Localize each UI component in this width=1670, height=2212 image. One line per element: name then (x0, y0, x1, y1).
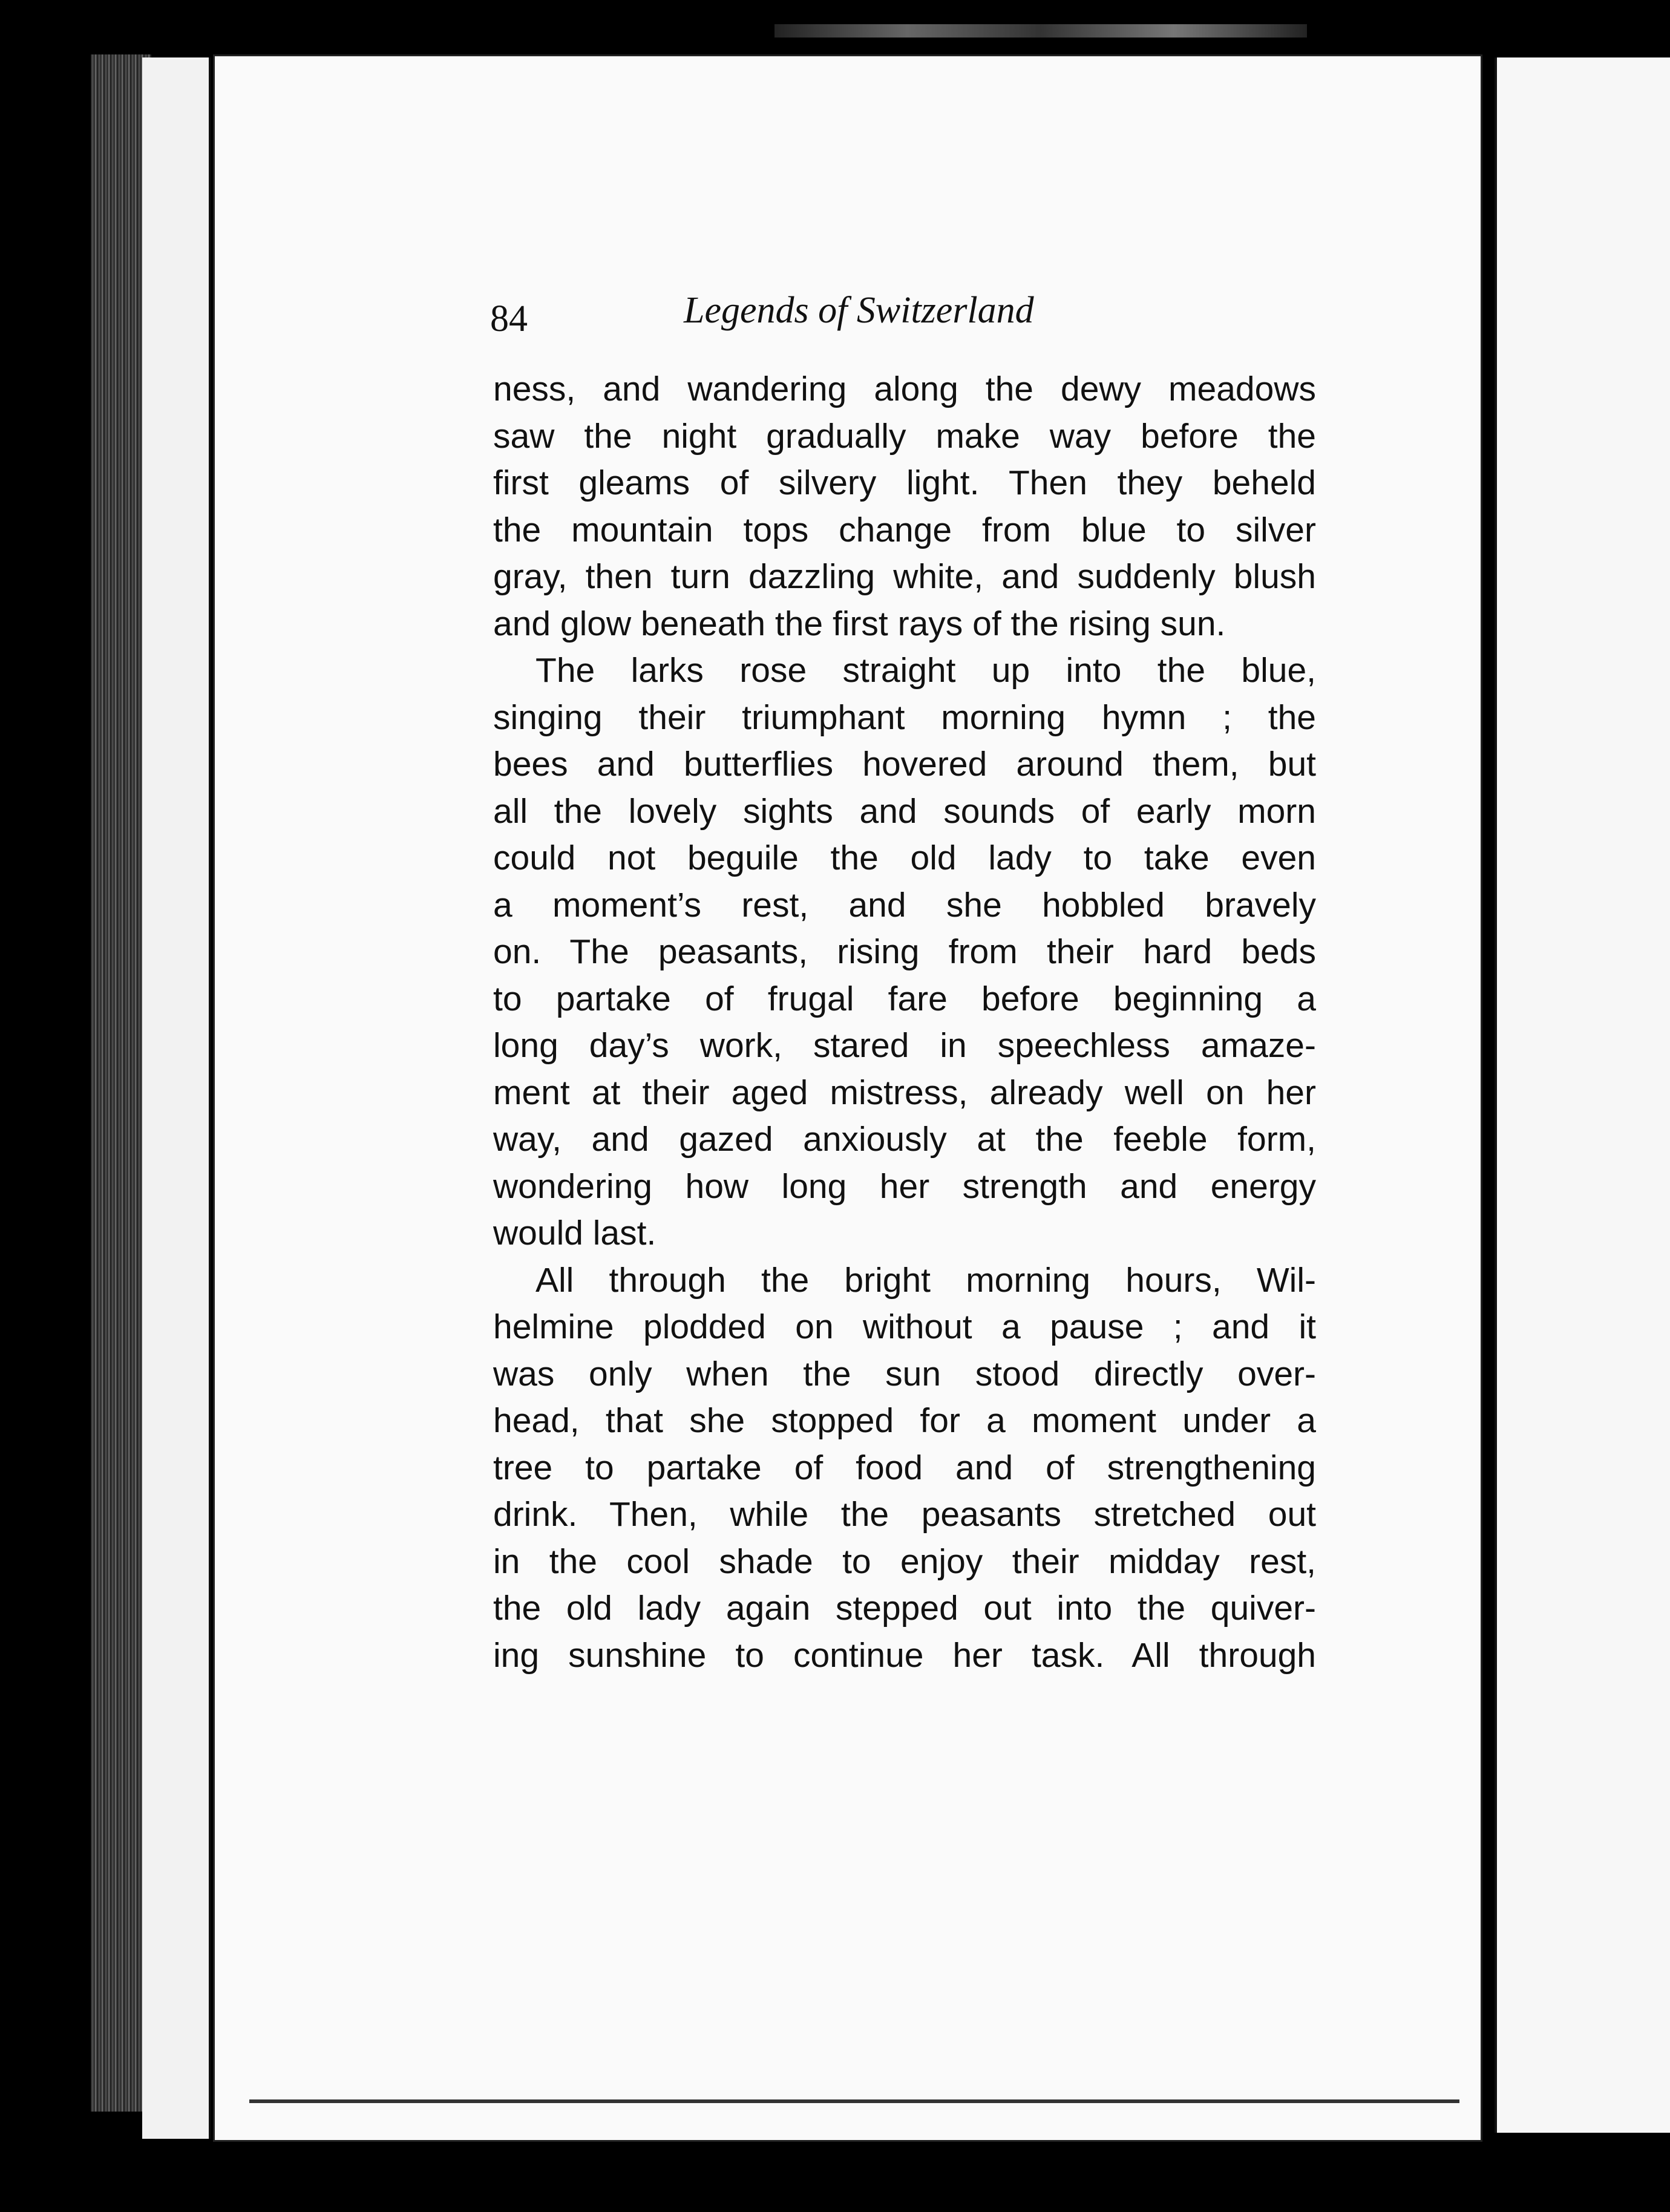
spine-margin (142, 57, 211, 2139)
text-line: could not beguile the old lady to take even (493, 839, 1316, 877)
facing-page-edge (1495, 57, 1670, 2133)
text-line: saw the night gradually make way before the (493, 416, 1316, 456)
text-line: ment at their aged mistress, already well on her (493, 1073, 1316, 1112)
text-line: drink. Then, while the peasants stretched out (493, 1495, 1316, 1534)
text-line: in the cool shade to enjoy their midday rest, (493, 1542, 1316, 1581)
text-line: was only when the sun stood directly over- (493, 1354, 1316, 1393)
text-line: ness, and wandering along the dewy meadows (493, 370, 1316, 408)
running-title: Legends of Switzerland (684, 290, 1034, 331)
text-line: and glow beneath the first rays of the rising sun. (493, 604, 1226, 643)
text-line: long day’s work, stared in speechless amaze- (493, 1026, 1316, 1065)
text-line: the mountain tops change from blue to silver (493, 510, 1316, 549)
text-line: head, that she stopped for a moment under a (493, 1401, 1316, 1440)
text-line: wondering how long her strength and energy (493, 1167, 1316, 1206)
page-bottom-edge (249, 2099, 1459, 2103)
page-number: 84 (490, 298, 528, 339)
text-line: on. The peasants, rising from their hard beds (493, 932, 1316, 971)
text-line: singing their triumphant morning hymn ; the (493, 698, 1316, 737)
text-line: the old lady again stepped out into the quiver- (493, 1589, 1316, 1628)
text-line: helmine plodded on without a pause ; and it (493, 1307, 1316, 1346)
text-line: a moment’s rest, and she hobbled bravely (493, 885, 1316, 924)
text-line: first gleams of silvery light. Then they beheld (493, 463, 1316, 502)
text-line: would last. (493, 1214, 657, 1252)
text-line: All through the bright morning hours, Wil- (535, 1260, 1316, 1300)
text-line: bees and butterflies hovered around them, but (493, 745, 1316, 784)
page-header (490, 289, 1107, 344)
scan-top-edge (774, 24, 1307, 38)
text-line: to partake of frugal fare before beginning a (493, 979, 1316, 1018)
text-line: gray, then turn dazzling white, and suddenly blush (493, 557, 1316, 596)
text-line: The larks rose straight up into the blue, (535, 651, 1316, 690)
body-text (493, 366, 1316, 1679)
text-line: all the lovely sights and sounds of early morn (493, 791, 1316, 831)
text-line: tree to partake of food and of strengthening (493, 1448, 1316, 1487)
text-line: way, and gazed anxiously at the feeble form, (493, 1120, 1316, 1159)
text-line: ing sunshine to continue her task. All through (493, 1635, 1316, 1675)
